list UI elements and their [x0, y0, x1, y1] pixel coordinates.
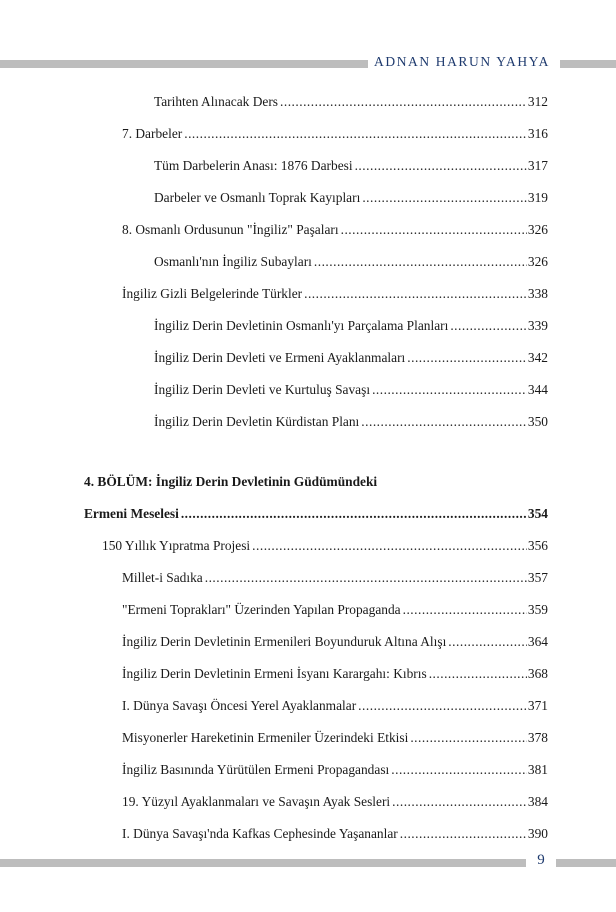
toc-entry-page: 350	[527, 414, 548, 429]
toc-leader-dots	[184, 125, 527, 143]
toc-entry-page: 312	[527, 94, 548, 109]
toc-leader-dots	[358, 697, 527, 715]
toc-entry-page: 317	[527, 158, 548, 173]
chapter-page: 354	[527, 506, 548, 521]
header-rule-right	[560, 60, 616, 68]
toc-leader-dots	[400, 825, 527, 843]
toc-entry	[154, 189, 548, 207]
toc-entry-page: 371	[527, 698, 548, 713]
toc-leader-dots	[407, 349, 527, 367]
toc-entry	[154, 253, 548, 271]
toc-entry	[122, 729, 548, 747]
toc-entry-page: 381	[527, 762, 548, 777]
toc-entry	[122, 825, 548, 843]
footer-rule-left	[0, 859, 526, 867]
toc-entry-page: 326	[527, 222, 548, 237]
toc-entry-page: 326	[527, 254, 548, 269]
toc-entry	[154, 93, 548, 111]
chapter-entry	[84, 505, 548, 523]
toc-entry-label: 7. Darbeler	[122, 126, 183, 141]
toc-entry-label: Osmanlı'nın İngiliz Subayları	[154, 254, 312, 269]
toc-entry-label: İngiliz Derin Devleti ve Ermeni Ayaklanmaları	[154, 350, 406, 365]
toc-entry-page: 342	[527, 350, 548, 365]
toc-entry-page: 316	[527, 126, 548, 141]
chapter-title: 4. BÖLÜM: İngiliz Derin Devletinin Güdümündeki	[84, 474, 378, 489]
toc-entry-label: İngiliz Gizli Belgelerinde Türkler	[122, 286, 303, 301]
toc-entry-page: 384	[527, 794, 548, 809]
toc-entry-label: İngiliz Derin Devletinin Ermenileri Boyunduruk Altına Alışı	[122, 634, 447, 649]
toc-entry-page: 344	[527, 382, 548, 397]
toc-leader-dots	[450, 317, 527, 335]
toc-entry	[154, 349, 548, 367]
toc-entry-label: 19. Yüzyıl Ayaklanmaları ve Savaşın Ayak Sesleri	[122, 794, 391, 809]
toc-leader-dots	[392, 793, 527, 811]
toc-leader-dots	[403, 601, 527, 619]
toc-entry	[122, 633, 548, 651]
toc-leader-dots	[181, 505, 527, 523]
toc-entry-label: İngiliz Derin Devleti ve Kurtuluş Savaşı	[154, 382, 371, 397]
toc-entry	[102, 537, 548, 555]
toc-entry-page: 364	[527, 634, 548, 649]
toc-entry	[154, 157, 548, 175]
toc-entry-label: İngiliz Basınında Yürütülen Ermeni Propagandası	[122, 762, 390, 777]
toc-entry-label: "Ermeni Toprakları" Üzerinden Yapılan Propaganda	[122, 602, 401, 617]
toc-entry-page: 357	[527, 570, 548, 585]
toc-leader-dots	[429, 665, 527, 683]
toc-leader-dots	[372, 381, 527, 399]
toc-entry-page: 338	[527, 286, 548, 301]
toc-leader-dots	[361, 413, 527, 431]
toc-leader-dots	[341, 221, 527, 239]
toc-leader-dots	[391, 761, 527, 779]
toc-entry	[154, 413, 548, 431]
toc-entry-label: İngiliz Derin Devletinin Ermeni İsyanı Karargahı: Kıbrıs	[122, 666, 427, 681]
toc-leader-dots	[252, 537, 527, 555]
toc-entry	[122, 665, 548, 683]
chapter-title-line2: Ermeni Meselesi	[84, 506, 179, 521]
header-rule-left	[0, 60, 368, 68]
toc-entry-label: Misyonerler Hareketinin Ermeniler Üzerindeki Etkisi	[122, 730, 409, 745]
toc-leader-dots	[355, 157, 527, 175]
toc-entry-label: İngiliz Derin Devletinin Osmanlı'yı Parçalama Planları	[154, 318, 449, 333]
toc-entry	[122, 569, 548, 587]
toc-entry-label: 150 Yıllık Yıpratma Projesi	[102, 538, 251, 553]
toc-entry-page: 359	[527, 602, 548, 617]
toc-entry	[122, 697, 548, 715]
toc-leader-dots	[314, 253, 527, 271]
toc-entry-page: 339	[527, 318, 548, 333]
toc-entry-page: 390	[527, 826, 548, 841]
toc-leader-dots	[362, 189, 527, 207]
toc-leader-dots	[280, 93, 527, 111]
toc-leader-dots	[448, 633, 527, 651]
toc-entry-label: Tarihten Alınacak Ders	[154, 94, 278, 109]
toc-entry	[154, 381, 548, 399]
toc-entry	[122, 761, 548, 779]
toc-entry-label: Darbeler ve Osmanlı Toprak Kayıpları	[154, 190, 361, 205]
toc-leader-dots	[410, 729, 527, 747]
toc-entry-label: I. Dünya Savaşı'nda Kafkas Cephesinde Yaşananlar	[122, 826, 398, 841]
toc-entry	[154, 317, 548, 335]
toc-entry-page: 319	[527, 190, 548, 205]
page-number: 9	[537, 852, 545, 868]
toc-entry-label: Tüm Darbelerin Anası: 1876 Darbesi	[154, 158, 353, 173]
toc-entry	[122, 285, 548, 303]
toc-entry-label: İngiliz Derin Devletin Kürdistan Planı	[154, 414, 360, 429]
toc-entry-label: 8. Osmanlı Ordusunun "İngiliz" Paşaları	[122, 222, 339, 237]
toc-entry-page: 356	[527, 538, 548, 553]
toc-leader-dots	[304, 285, 527, 303]
running-header-author: ADNAN HARUN YAHYA	[374, 54, 550, 69]
toc-entry	[122, 125, 548, 143]
toc-entry-label: I. Dünya Savaşı Öncesi Yerel Ayaklanmalar	[122, 698, 357, 713]
footer-rule-right	[556, 859, 616, 867]
toc-entry-page: 378	[527, 730, 548, 745]
toc-entry	[122, 221, 548, 239]
toc-entry	[122, 793, 548, 811]
toc-leader-dots	[205, 569, 527, 587]
toc-entry-label: Millet-i Sadıka	[122, 570, 203, 585]
toc-entry-page: 368	[527, 666, 548, 681]
toc-entry	[122, 601, 548, 619]
